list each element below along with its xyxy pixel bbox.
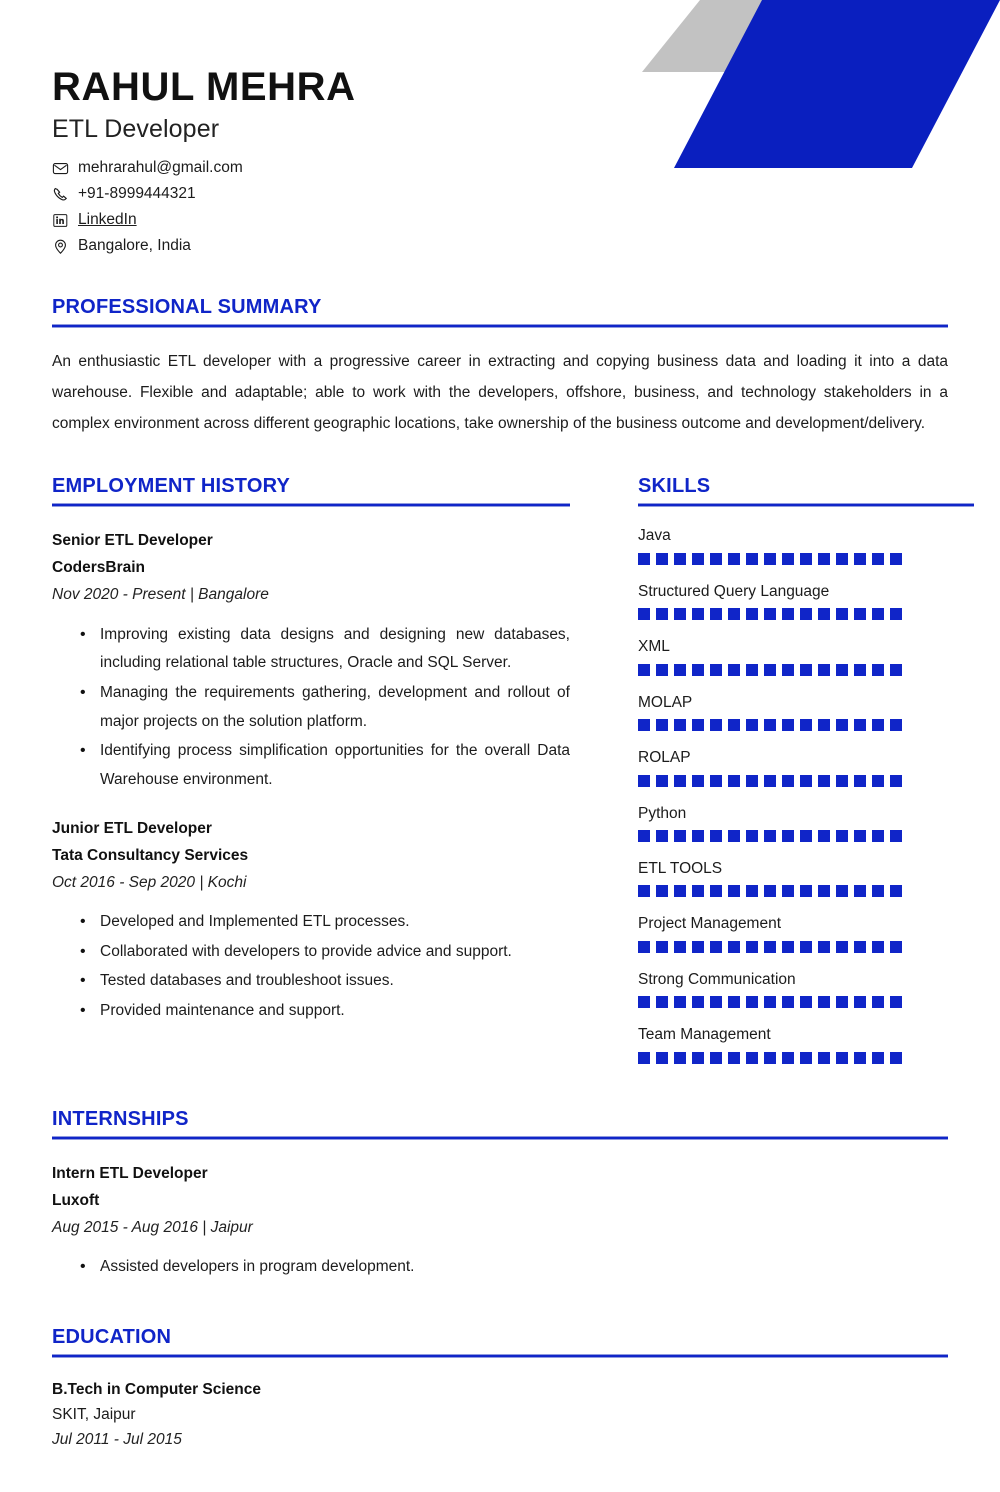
employment-role: Senior ETL Developer bbox=[52, 532, 213, 550]
employment-entry bbox=[52, 527, 570, 794]
skill-level-pip bbox=[872, 608, 884, 620]
skill-level-pip bbox=[728, 885, 740, 897]
skill-level-pip bbox=[890, 775, 902, 787]
skill-level-pip bbox=[890, 608, 902, 620]
list-item: • Improving existing data designs and designing new databases, including relational table structures, Oracle and SQL Server. bbox=[80, 621, 570, 678]
employment-entry bbox=[52, 815, 570, 1026]
skill-item bbox=[638, 636, 974, 675]
skill-level-pip bbox=[674, 664, 686, 676]
skill-level-pip bbox=[746, 553, 758, 565]
skill-name: MOLAP bbox=[638, 693, 693, 711]
skill-name: ROLAP bbox=[638, 749, 691, 767]
skill-level-pip bbox=[638, 775, 650, 787]
skill-level-bar bbox=[638, 553, 974, 565]
skill-level-pip bbox=[818, 775, 830, 787]
skill-level-pip bbox=[638, 830, 650, 842]
skill-level-pip bbox=[890, 664, 902, 676]
skill-level-pip bbox=[656, 830, 668, 842]
skill-level-pip bbox=[656, 719, 668, 731]
employment-dates-location: Nov 2020 - Present | Bangalore bbox=[52, 586, 269, 604]
section-education bbox=[0, 1326, 1000, 1492]
skill-level-bar bbox=[638, 885, 974, 897]
section-heading-skills: SKILLS bbox=[638, 475, 711, 498]
skill-level-pip bbox=[836, 885, 848, 897]
skill-name: Project Management bbox=[638, 915, 782, 933]
skill-level-pip bbox=[764, 941, 776, 953]
section-employment-history bbox=[52, 475, 570, 1025]
skill-level-pip bbox=[656, 1052, 668, 1064]
internship-dates-location: Aug 2015 - Aug 2016 | Jaipur bbox=[52, 1219, 253, 1237]
skill-level-pip bbox=[890, 996, 902, 1008]
skill-item bbox=[638, 913, 974, 952]
contact-item-email bbox=[52, 156, 1000, 180]
internship-entry bbox=[52, 1160, 948, 1282]
skill-level-pip bbox=[854, 996, 866, 1008]
skill-level-pip bbox=[818, 608, 830, 620]
skill-level-pip bbox=[728, 1052, 740, 1064]
contact-item-location bbox=[52, 234, 1000, 258]
skill-level-pip bbox=[674, 553, 686, 565]
skill-level-pip bbox=[656, 608, 668, 620]
internship-role: Intern ETL Developer bbox=[52, 1164, 208, 1182]
resume-header bbox=[0, 0, 1000, 258]
skill-level-pip bbox=[782, 719, 794, 731]
skill-level-pip bbox=[674, 608, 686, 620]
employment-dates-location: Oct 2016 - Sep 2020 | Kochi bbox=[52, 873, 247, 891]
skill-level-pip bbox=[854, 830, 866, 842]
skill-level-pip bbox=[854, 941, 866, 953]
skill-item bbox=[638, 858, 974, 897]
skill-name: Python bbox=[638, 804, 687, 822]
skill-level-pip bbox=[674, 885, 686, 897]
list-item: • Managing the requirements gathering, development and rollout of major projects on the solution platform. bbox=[80, 679, 570, 736]
skill-level-pip bbox=[836, 664, 848, 676]
list-item: • Developed and Implemented ETL processes. bbox=[80, 908, 570, 937]
skill-level-pip bbox=[854, 1052, 866, 1064]
skill-item bbox=[638, 1024, 974, 1063]
skill-level-pip bbox=[710, 996, 722, 1008]
employment-organization: Tata Consultancy Services bbox=[52, 846, 249, 864]
column-right bbox=[638, 475, 974, 1064]
email-icon bbox=[52, 160, 69, 177]
skill-level-pip bbox=[800, 608, 812, 620]
candidate-name: RAHUL MEHRA bbox=[52, 65, 356, 109]
skill-level-pip bbox=[710, 1052, 722, 1064]
section-divider bbox=[52, 1136, 948, 1140]
skill-level-pip bbox=[818, 830, 830, 842]
skill-item bbox=[638, 525, 974, 564]
skill-level-pip bbox=[656, 664, 668, 676]
skill-level-pip bbox=[656, 775, 668, 787]
skill-level-pip bbox=[782, 830, 794, 842]
contact-linkedin-link[interactable]: LinkedIn bbox=[78, 211, 137, 229]
skill-level-pip bbox=[656, 553, 668, 565]
section-heading-employment-history: EMPLOYMENT HISTORY bbox=[52, 475, 291, 498]
skill-level-pip bbox=[836, 996, 848, 1008]
list-item: • Collaborated with developers to provide advice and support. bbox=[80, 938, 570, 967]
skill-level-pip bbox=[854, 719, 866, 731]
skill-level-pip bbox=[782, 553, 794, 565]
skill-level-pip bbox=[872, 830, 884, 842]
skill-level-pip bbox=[890, 1052, 902, 1064]
skill-level-pip bbox=[638, 664, 650, 676]
skill-level-pip bbox=[746, 664, 758, 676]
skill-level-pip bbox=[692, 608, 704, 620]
skill-level-pip bbox=[746, 608, 758, 620]
skill-level-bar bbox=[638, 941, 974, 953]
skill-level-pip bbox=[782, 775, 794, 787]
skill-level-pip bbox=[800, 885, 812, 897]
skill-level-pip bbox=[800, 996, 812, 1008]
skill-level-bar bbox=[638, 664, 974, 676]
skill-level-pip bbox=[638, 941, 650, 953]
skill-level-pip bbox=[710, 719, 722, 731]
section-heading-education: EDUCATION bbox=[52, 1325, 172, 1348]
list-item: • Tested databases and troubleshoot issues. bbox=[80, 967, 570, 996]
main-two-column-area bbox=[0, 475, 1000, 1064]
section-divider bbox=[52, 1354, 948, 1358]
skill-level-pip bbox=[872, 775, 884, 787]
skill-level-pip bbox=[764, 1052, 776, 1064]
contact-item-phone bbox=[52, 182, 1000, 206]
skill-level-pip bbox=[656, 885, 668, 897]
skill-level-pip bbox=[710, 775, 722, 787]
employment-role: Junior ETL Developer bbox=[52, 819, 212, 837]
skill-level-pip bbox=[746, 885, 758, 897]
skill-level-pip bbox=[764, 553, 776, 565]
skill-level-pip bbox=[782, 664, 794, 676]
skill-name: Strong Communication bbox=[638, 970, 796, 988]
skill-level-pip bbox=[638, 553, 650, 565]
skill-level-pip bbox=[818, 664, 830, 676]
skill-level-pip bbox=[800, 941, 812, 953]
skill-level-pip bbox=[764, 664, 776, 676]
skill-item bbox=[638, 581, 974, 620]
skill-level-pip bbox=[782, 996, 794, 1008]
internship-bullet-list bbox=[52, 1253, 948, 1282]
skill-level-pip bbox=[800, 1052, 812, 1064]
skill-level-pip bbox=[764, 830, 776, 842]
skill-level-pip bbox=[800, 719, 812, 731]
skill-level-pip bbox=[872, 1052, 884, 1064]
section-divider bbox=[52, 324, 948, 328]
skill-level-bar bbox=[638, 608, 974, 620]
skill-level-pip bbox=[890, 719, 902, 731]
skill-level-pip bbox=[872, 719, 884, 731]
skill-level-pip bbox=[890, 941, 902, 953]
skill-level-pip bbox=[674, 996, 686, 1008]
section-professional-summary bbox=[0, 296, 1000, 439]
skill-level-pip bbox=[638, 1052, 650, 1064]
skill-level-pip bbox=[782, 941, 794, 953]
skill-level-pip bbox=[890, 885, 902, 897]
contact-email-text: mehrarahul@gmail.com bbox=[78, 159, 243, 177]
skill-level-pip bbox=[746, 719, 758, 731]
list-item: • Provided maintenance and support. bbox=[80, 997, 570, 1026]
skill-level-pip bbox=[872, 553, 884, 565]
section-skills bbox=[638, 475, 974, 1064]
skill-level-pip bbox=[728, 719, 740, 731]
skill-level-pip bbox=[872, 885, 884, 897]
list-item: • Identifying process simplification opportunities for the overall Data Warehouse environment. bbox=[80, 737, 570, 794]
skill-name: ETL TOOLS bbox=[638, 860, 723, 877]
skill-level-pip bbox=[692, 941, 704, 953]
skill-level-pip bbox=[764, 996, 776, 1008]
skill-level-pip bbox=[746, 830, 758, 842]
skill-level-pip bbox=[656, 941, 668, 953]
skill-level-pip bbox=[674, 1052, 686, 1064]
skill-level-pip bbox=[728, 941, 740, 953]
skill-level-pip bbox=[872, 664, 884, 676]
skill-level-pip bbox=[746, 1052, 758, 1064]
skill-level-pip bbox=[710, 664, 722, 676]
skill-level-pip bbox=[854, 885, 866, 897]
education-degree: B.Tech in Computer Science bbox=[52, 1380, 262, 1398]
section-divider bbox=[638, 503, 974, 507]
skill-level-pip bbox=[764, 775, 776, 787]
skill-level-pip bbox=[800, 664, 812, 676]
column-left bbox=[52, 475, 570, 1026]
skill-level-pip bbox=[836, 941, 848, 953]
skill-name: Structured Query Language bbox=[638, 582, 830, 600]
skill-level-pip bbox=[746, 941, 758, 953]
skill-level-bar bbox=[638, 719, 974, 731]
skills-list bbox=[638, 525, 974, 1064]
education-dates: Jul 2011 - Jul 2015 bbox=[52, 1430, 182, 1448]
skill-item bbox=[638, 692, 974, 731]
skill-level-pip bbox=[836, 608, 848, 620]
skill-level-pip bbox=[728, 664, 740, 676]
skill-level-pip bbox=[782, 885, 794, 897]
skill-level-pip bbox=[890, 553, 902, 565]
skill-level-pip bbox=[638, 608, 650, 620]
skill-level-pip bbox=[818, 553, 830, 565]
skill-level-pip bbox=[692, 719, 704, 731]
skill-level-pip bbox=[764, 719, 776, 731]
skill-level-pip bbox=[674, 830, 686, 842]
skill-level-pip bbox=[674, 775, 686, 787]
skill-level-bar bbox=[638, 1052, 974, 1064]
skill-level-pip bbox=[728, 775, 740, 787]
section-heading-professional-summary: PROFESSIONAL SUMMARY bbox=[52, 296, 322, 319]
contact-list bbox=[52, 156, 1000, 258]
contact-phone-text: +91-8999444321 bbox=[78, 185, 196, 203]
skill-level-pip bbox=[692, 830, 704, 842]
skill-level-pip bbox=[800, 830, 812, 842]
skill-level-pip bbox=[800, 553, 812, 565]
skill-level-pip bbox=[872, 996, 884, 1008]
linkedin-icon bbox=[52, 212, 69, 229]
section-heading-internships: INTERNSHIPS bbox=[52, 1107, 189, 1130]
skill-level-pip bbox=[692, 885, 704, 897]
skill-level-pip bbox=[818, 941, 830, 953]
skill-level-pip bbox=[638, 996, 650, 1008]
skill-level-pip bbox=[728, 996, 740, 1008]
skill-level-pip bbox=[656, 996, 668, 1008]
skill-level-pip bbox=[692, 775, 704, 787]
internship-organization: Luxoft bbox=[52, 1192, 100, 1209]
skill-level-pip bbox=[836, 719, 848, 731]
skill-level-pip bbox=[710, 885, 722, 897]
skill-level-pip bbox=[728, 608, 740, 620]
skill-level-pip bbox=[692, 664, 704, 676]
candidate-job-title: ETL Developer bbox=[52, 115, 220, 144]
skill-level-pip bbox=[746, 775, 758, 787]
skill-level-pip bbox=[782, 608, 794, 620]
employment-organization: CodersBrain bbox=[52, 559, 146, 577]
location-pin-icon bbox=[52, 238, 69, 255]
employment-bullet-list bbox=[52, 908, 570, 1026]
skill-level-pip bbox=[764, 885, 776, 897]
skill-level-pip bbox=[710, 608, 722, 620]
skill-name: XML bbox=[638, 638, 670, 656]
skill-name: Java bbox=[638, 527, 671, 545]
skill-level-pip bbox=[872, 941, 884, 953]
skill-level-pip bbox=[692, 996, 704, 1008]
skill-level-bar bbox=[638, 775, 974, 787]
skill-level-pip bbox=[746, 996, 758, 1008]
skill-level-pip bbox=[818, 719, 830, 731]
skill-level-pip bbox=[836, 553, 848, 565]
contact-item-linkedin[interactable] bbox=[52, 208, 1000, 232]
section-internships bbox=[0, 1108, 1000, 1282]
skill-level-bar bbox=[638, 996, 974, 1008]
skill-level-pip bbox=[818, 885, 830, 897]
skill-level-pip bbox=[890, 830, 902, 842]
skill-level-pip bbox=[728, 830, 740, 842]
skill-level-pip bbox=[854, 664, 866, 676]
skill-level-pip bbox=[692, 553, 704, 565]
skill-level-pip bbox=[854, 775, 866, 787]
skill-level-bar bbox=[638, 830, 974, 842]
education-entry bbox=[52, 1378, 948, 1452]
skill-item bbox=[638, 803, 974, 842]
skill-level-pip bbox=[710, 553, 722, 565]
skill-level-pip bbox=[710, 830, 722, 842]
skill-level-pip bbox=[638, 885, 650, 897]
skill-level-pip bbox=[728, 553, 740, 565]
contact-location-text: Bangalore, India bbox=[78, 237, 191, 255]
skill-level-pip bbox=[800, 775, 812, 787]
section-divider bbox=[52, 503, 570, 507]
skill-level-pip bbox=[674, 941, 686, 953]
skill-level-pip bbox=[818, 1052, 830, 1064]
skill-level-pip bbox=[836, 830, 848, 842]
skill-level-pip bbox=[854, 553, 866, 565]
skill-item bbox=[638, 747, 974, 786]
skill-level-pip bbox=[638, 719, 650, 731]
skill-level-pip bbox=[836, 775, 848, 787]
skill-name: Team Management bbox=[638, 1026, 771, 1044]
skill-level-pip bbox=[782, 1052, 794, 1064]
education-school: SKIT, Jaipur bbox=[52, 1405, 136, 1423]
employment-bullet-list bbox=[52, 621, 570, 795]
list-item: • Assisted developers in program development. bbox=[80, 1253, 948, 1282]
phone-icon bbox=[52, 186, 69, 203]
skill-level-pip bbox=[854, 608, 866, 620]
skill-item bbox=[638, 969, 974, 1008]
professional-summary-text: An enthusiastic ETL developer with a progressive career in extracting and copying business data and loading it into a data warehouse. Flexible and adaptable; able to work with the developers, offshore, business, and technology stakeholders in a complex environment across different geographic locations, take ownership of the business outcome and development/delivery. bbox=[52, 353, 948, 433]
skill-level-pip bbox=[692, 1052, 704, 1064]
skill-level-pip bbox=[674, 719, 686, 731]
skill-level-pip bbox=[710, 941, 722, 953]
skill-level-pip bbox=[818, 996, 830, 1008]
skill-level-pip bbox=[764, 608, 776, 620]
skill-level-pip bbox=[836, 1052, 848, 1064]
